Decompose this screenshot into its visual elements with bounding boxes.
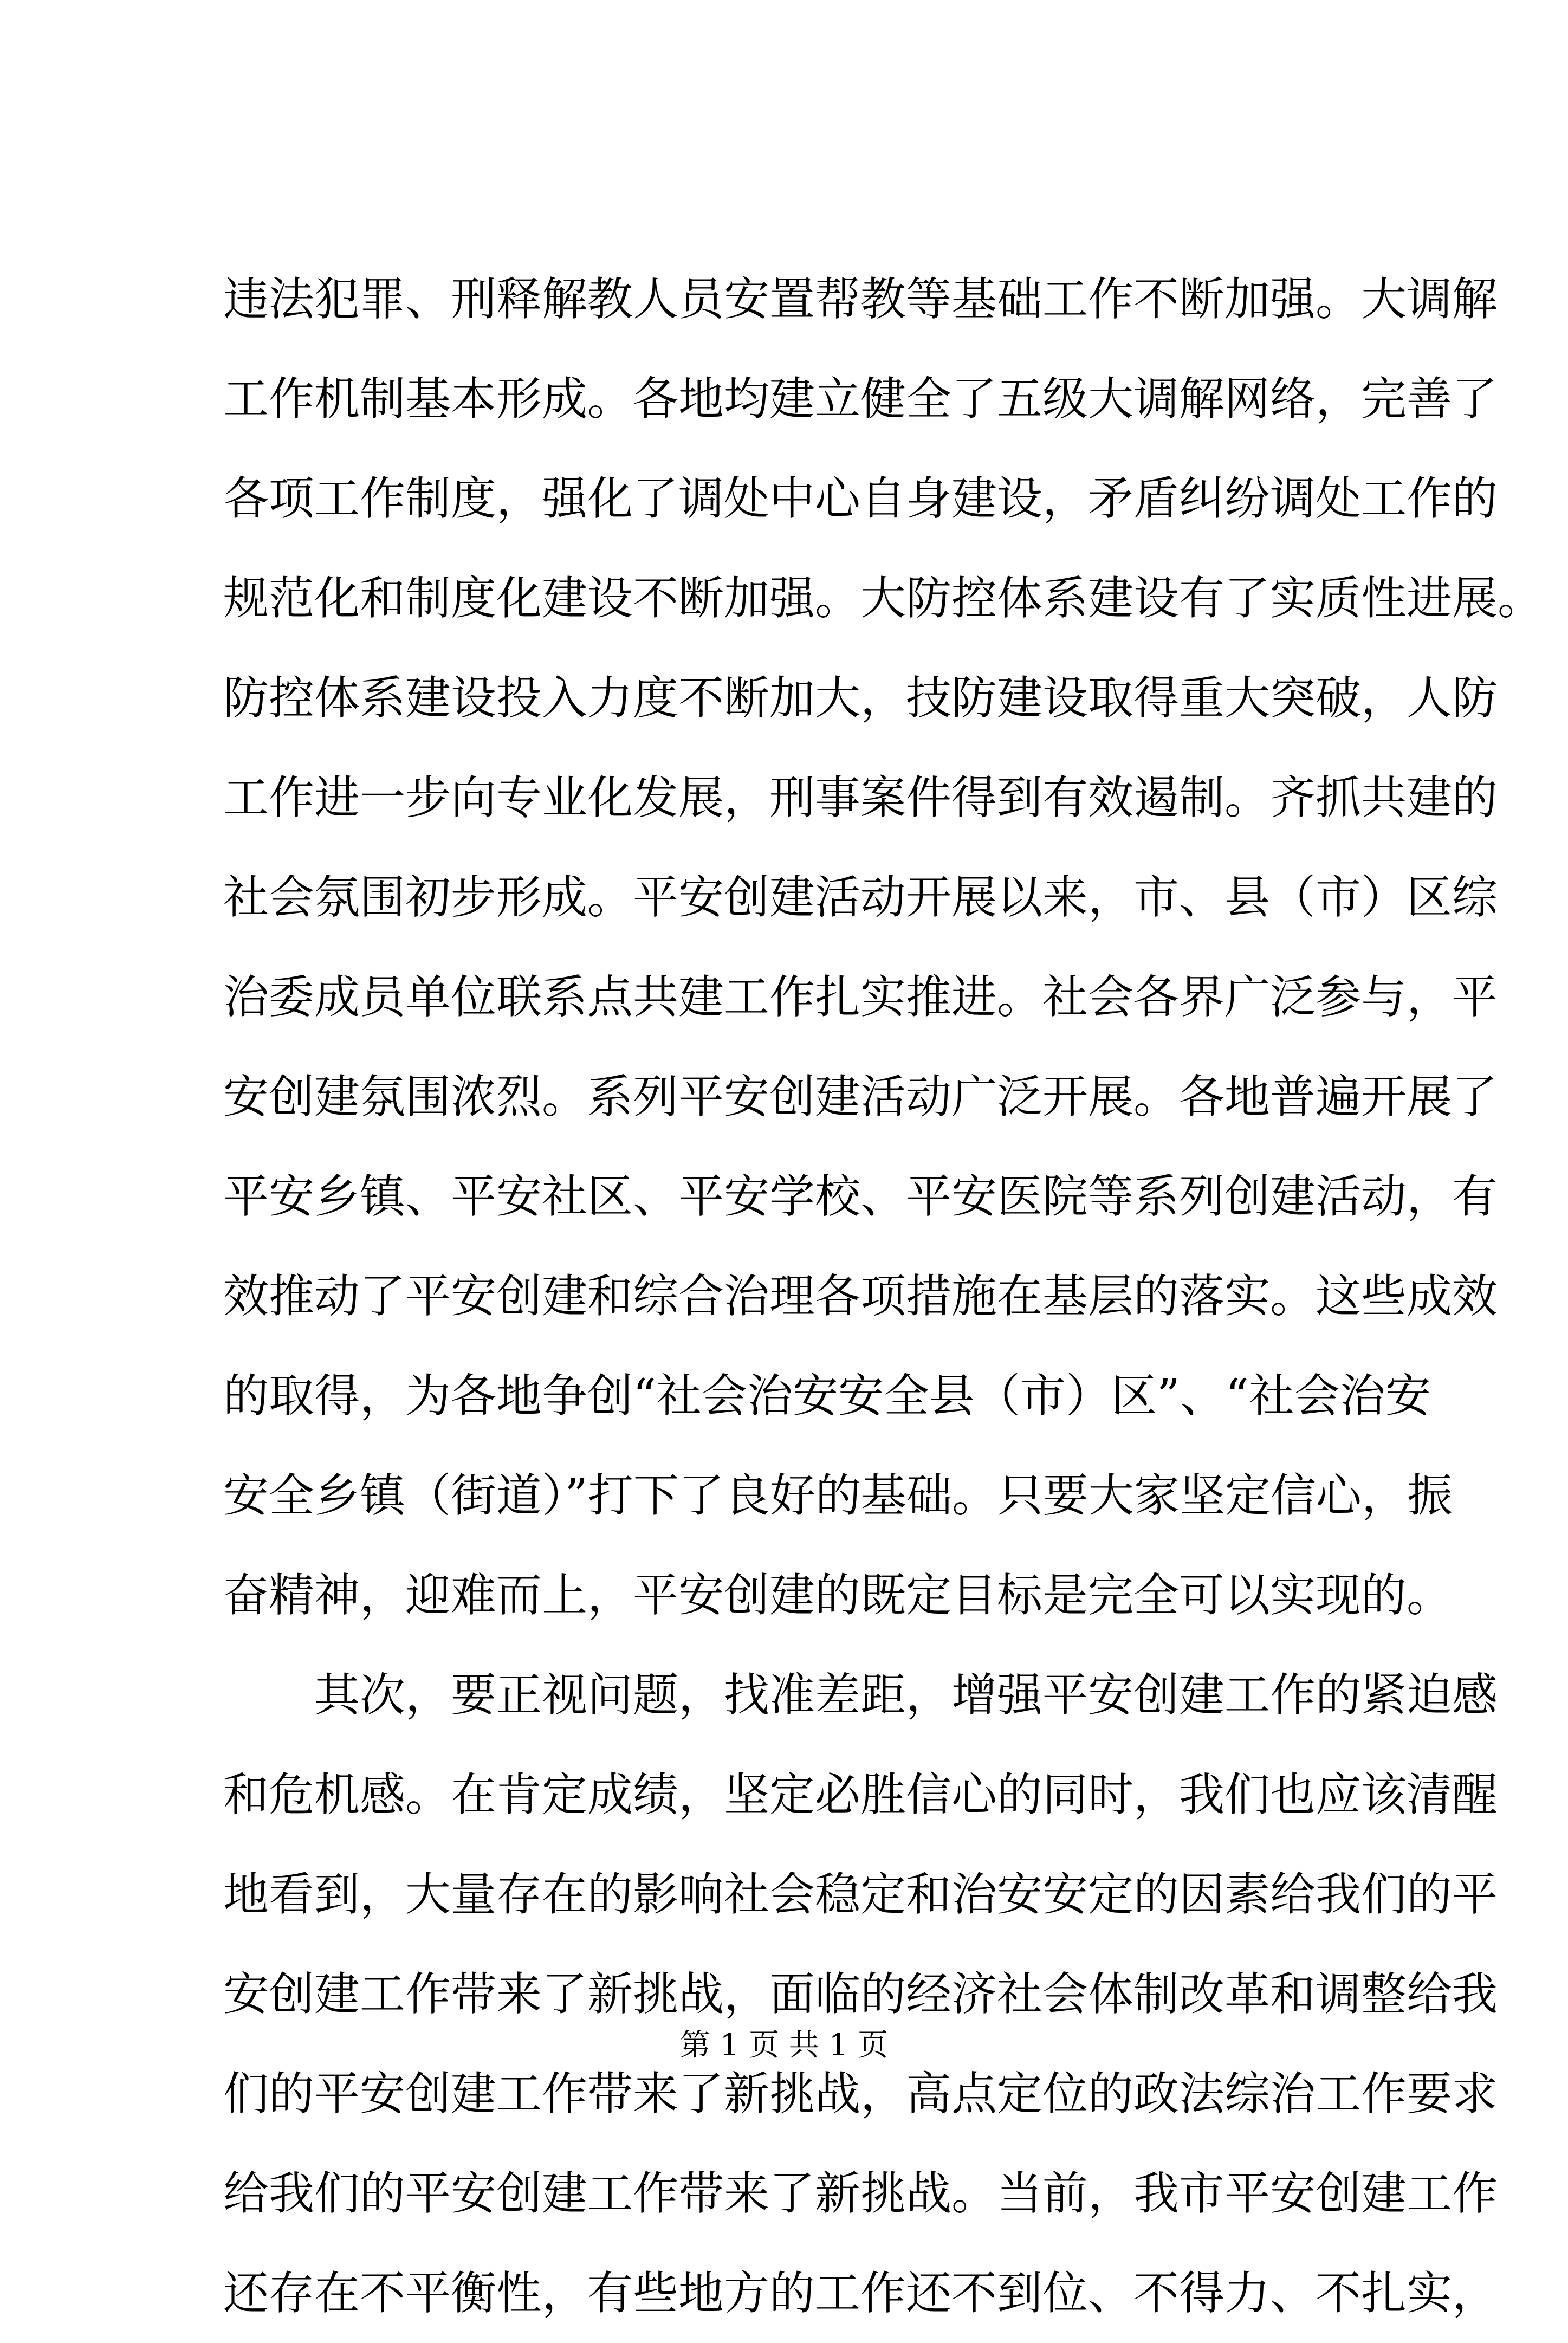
text-line: 社会氛围初步形成。平安创建活动开展以来，市、县（市）区综	[223, 871, 1498, 924]
page-number-label: 第 1 页 共 1 页	[679, 2028, 889, 2063]
text-line: 工作机制基本形成。各地均建立健全了五级大调解网络，完善了	[223, 372, 1498, 425]
text-line: 规范化和制度化建设不断加强。大防控体系建设有了实质性进展。	[223, 572, 1544, 625]
text-line: 防控体系建设投入力度不断加大，技防建设取得重大突破，人防	[223, 671, 1498, 724]
text-line: 还存在不平衡性，有些地方的工作还不到位、不得力、不扎实，	[223, 2267, 1498, 2320]
text-line: 们的平安创建工作带来了新挑战，高点定位的政法综治工作要求	[223, 2067, 1498, 2120]
text-line: 地看到，大量存在的影响社会稳定和治安安定的因素给我们的平	[223, 1868, 1498, 1921]
text-line: 违法犯罪、刑释解教人员安置帮教等基础工作不断加强。大调解	[223, 273, 1498, 326]
text-line: 其次，要正视问题，找准差距，增强平安创建工作的紧迫感	[223, 1668, 1498, 1721]
text-line: 工作进一步向专业化发展，刑事案件得到有效遏制。齐抓共建的	[223, 771, 1498, 824]
text-line: 各项工作制度，强化了调处中心自身建设，矛盾纠纷调处工作的	[223, 472, 1498, 525]
text-line: 效推动了平安创建和综合治理各项措施在基层的落实。这些成效	[223, 1270, 1498, 1323]
text-line: 和危机感。在肯定成绩，坚定必胜信心的同时，我们也应该清醒	[223, 1768, 1498, 1821]
text-line: 安创建氛围浓烈。系列平安创建活动广泛开展。各地普遍开展了	[223, 1070, 1498, 1123]
page-footer	[0, 2024, 1568, 2067]
text-line: 平安乡镇、平安社区、平安学校、平安医院等系列创建活动，有	[223, 1170, 1498, 1223]
text-line: 安创建工作带来了新挑战，面临的经济社会体制改革和调整给我	[223, 1967, 1498, 2021]
text-line: 给我们的平安创建工作带来了新挑战。当前，我市平安创建工作	[223, 2167, 1498, 2220]
text-line: 奋精神，迎难而上，平安创建的既定目标是完全可以实现的。	[223, 1569, 1453, 1622]
text-line: 安全乡镇（街道）”打下了良好的基础。只要大家坚定信心，振	[223, 1469, 1453, 1522]
text-line: 的取得，为各地争创“社会治安安全县（市）区”、“社会治安	[223, 1369, 1431, 1422]
text-line: 治委成员单位联系点共建工作扎实推进。社会各界广泛参与，平	[223, 970, 1498, 1024]
